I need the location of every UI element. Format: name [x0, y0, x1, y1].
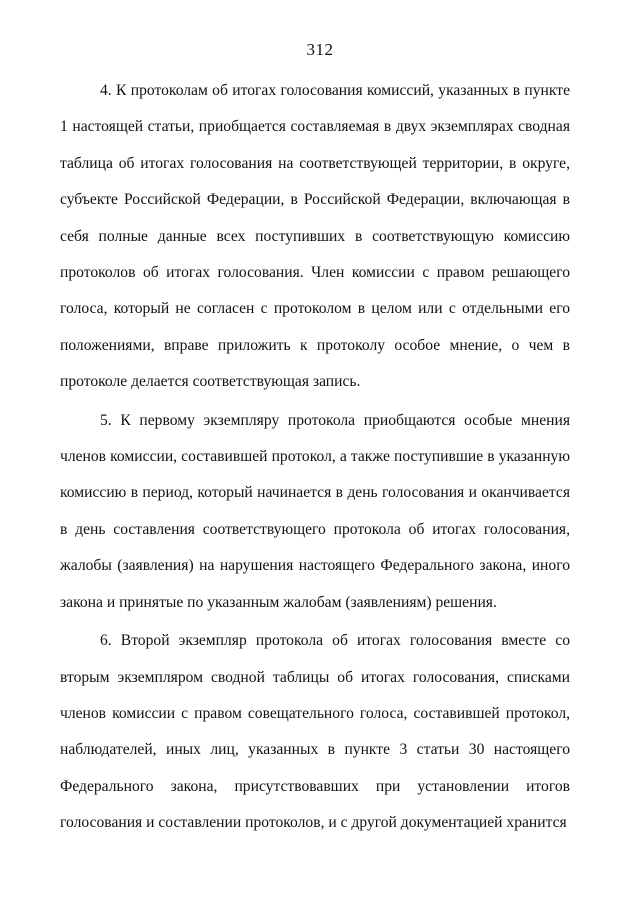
document-body [60, 73, 570, 842]
paragraph-5: 5. К первому экземпляру протокола приобщаются особые мнения членов комиссии, составившей протокол, а также поступившие в указанную комиссию в период, который начинается в день голосования и оканчивается в день составления соответствующего протокола об итогах голосования, жалобы (заявления) на нарушения настоящего Федерального закона, иного закона и принятые по указанным жалобам (заявлениям) решения. [60, 411, 570, 611]
paragraph-4: 4. К протоколам об итогах голосования комиссий, указанных в пункте 1 настоящей статьи, приобщается составляемая в двух экземплярах сводная таблица об итогах голосования на соответствующей территории, в округе, субъекте Российской Федерации, в Российской Федерации, включающая в себя полные данные всех поступивших в соответствующую комиссию протоколов об итогах голосования. Член комиссии с правом решающего голоса, который не согласен с протоколом в целом или с отдельными его положениями, вправе приложить к протоколу особое мнение, о чем в протоколе делается соответствующая запись. [60, 82, 570, 391]
paragraph-6: 6. Второй экземпляр протокола об итогах голосования вместе со вторым экземпляром сводной таблицы об итогах голосования, списками членов комиссии с правом совещательного голоса, составившей протокол, наблюдателей, иных лиц, указанных в пункте 3 статьи 30 настоящего Федерального закона, присутствовавших при установлении итогов голосования и составлении протоколов, и с другой документацией хранится [60, 632, 570, 832]
page-number: 312 [306, 40, 334, 59]
